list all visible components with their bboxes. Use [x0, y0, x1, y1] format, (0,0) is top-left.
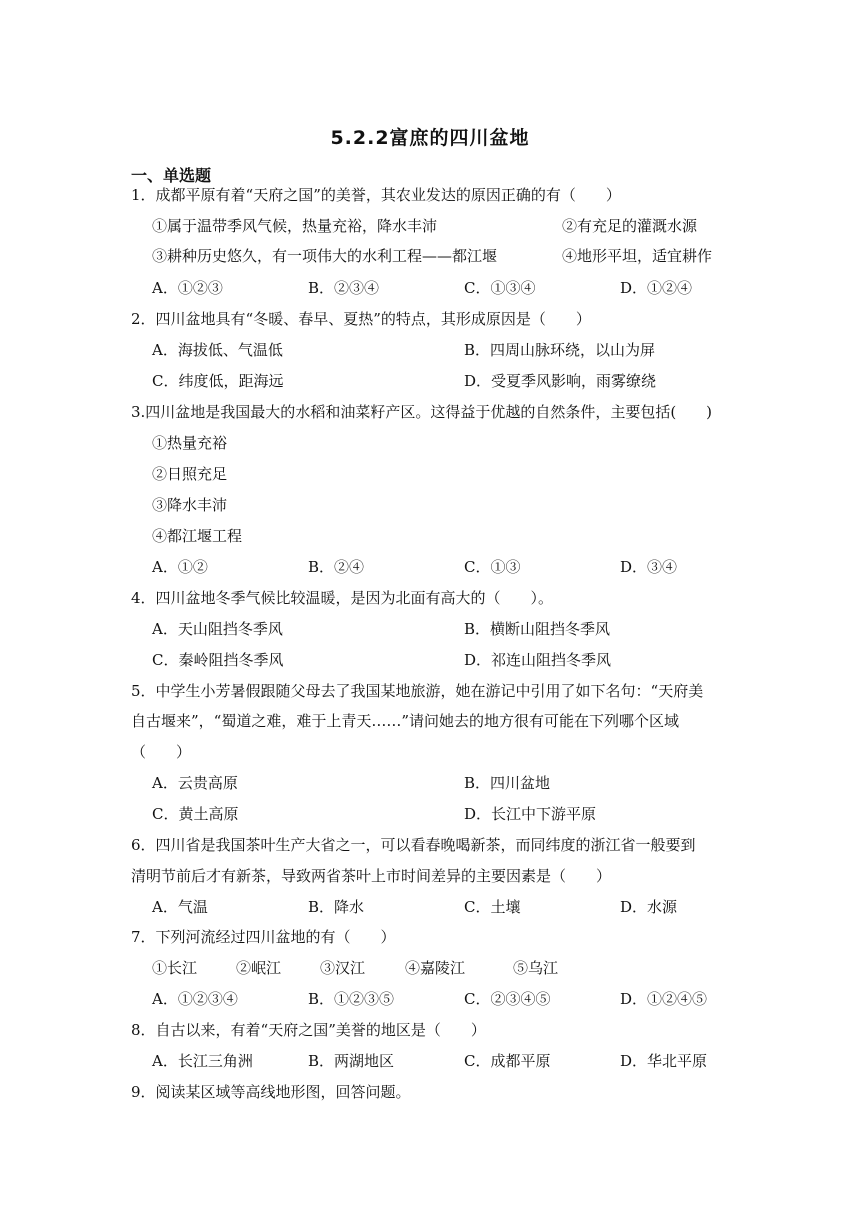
question-3-statement-3: ③降水丰沛 [152, 496, 228, 514]
question-6-stem-line-2: 清明节前后才有新茶，导致两省茶叶上市时间差异的主要因素是（ ） [131, 867, 612, 885]
question-1-option-a[interactable]: A．①②③ [152, 279, 223, 297]
question-6-option-c[interactable]: C．土壤 [464, 898, 521, 916]
question-8-option-d[interactable]: D．华北平原 [620, 1052, 708, 1070]
question-3-stem: 3.四川盆地是我国最大的水稻和油菜籽产区。这得益于优越的自然条件，主要包括( ) [131, 403, 713, 421]
question-6-option-a[interactable]: A．气温 [152, 898, 208, 916]
question-7-option-d[interactable]: D．①②④⑤ [620, 990, 708, 1008]
question-6-option-d[interactable]: D．水源 [620, 898, 678, 916]
question-1-stem: 1．成都平原有着“天府之国”的美誉，其农业发达的原因正确的有（ ） [131, 186, 621, 204]
question-4-option-c[interactable]: C．秦岭阻挡冬季风 [152, 651, 284, 669]
question-5-option-c[interactable]: C．黄土高原 [152, 805, 239, 823]
page-title: 5.2.2富庶的四川盆地 [330, 127, 530, 149]
question-9-stem: 9．阅读某区域等高线地形图，回答问题。 [131, 1083, 411, 1101]
question-4-option-a[interactable]: A．天山阻挡冬季风 [152, 620, 283, 638]
question-6-stem-line-1: 6．四川省是我国茶叶生产大省之一，可以看春晚喝新茶，而同纬度的浙江省一般要到 [131, 836, 696, 854]
question-7-stem: 7．下列河流经过四川盆地的有（ ） [131, 928, 396, 946]
question-4-stem: 4．四川盆地冬季气候比较温暖，是因为北面有高大的（ ）。 [131, 589, 554, 607]
question-2-option-d[interactable]: D．受夏季风影响，雨雾缭绕 [464, 372, 657, 390]
question-7-river-5: ⑤乌江 [513, 959, 559, 977]
question-7-river-3: ③汉江 [320, 959, 366, 977]
question-5-option-d[interactable]: D．长江中下游平原 [464, 805, 597, 823]
question-8-option-c[interactable]: C．成都平原 [464, 1052, 551, 1070]
question-7-river-2: ②岷江 [236, 959, 282, 977]
question-7-option-b[interactable]: B．①②③⑤ [308, 990, 395, 1008]
question-8-stem: 8．自古以来，有着“天府之国”美誉的地区是（ ） [131, 1021, 486, 1039]
question-4-option-d[interactable]: D．祁连山阻挡冬季风 [464, 651, 612, 669]
question-2-option-c[interactable]: C．纬度低，距海远 [152, 372, 284, 390]
question-7-river-1: ①长江 [152, 959, 198, 977]
question-5-option-b[interactable]: B．四川盆地 [464, 774, 551, 792]
question-5-option-a[interactable]: A．云贵高原 [152, 774, 238, 792]
question-7-option-c[interactable]: C．②③④⑤ [464, 990, 551, 1008]
question-3-option-c[interactable]: C．①③ [464, 558, 521, 576]
question-2-option-a[interactable]: A．海拔低、气温低 [152, 341, 283, 359]
question-1-statement-2: ②有充足的灌溉水源 [562, 217, 698, 235]
question-3-statement-2: ②日照充足 [152, 465, 228, 483]
question-1-option-b[interactable]: B．②③④ [308, 279, 380, 297]
question-7-option-a[interactable]: A．①②③④ [152, 990, 238, 1008]
question-3-statement-1: ①热量充裕 [152, 434, 228, 452]
question-7-river-4: ④嘉陵江 [405, 959, 466, 977]
question-3-statement-4: ④都江堰工程 [152, 527, 243, 545]
question-8-option-b[interactable]: B．两湖地区 [308, 1052, 395, 1070]
question-8-option-a[interactable]: A．长江三角洲 [152, 1052, 253, 1070]
question-1-option-d[interactable]: D．①②④ [620, 279, 693, 297]
question-4-option-b[interactable]: B．横断山阻挡冬季风 [464, 620, 611, 638]
question-5-stem-line-2: 自古堰来”，“蜀道之难，难于上青天……”请问她去的地方很有可能在下列哪个区域 [131, 712, 680, 730]
question-6-option-b[interactable]: B．降水 [308, 898, 365, 916]
question-5-stem-line-1: 5．中学生小芳暑假跟随父母去了我国某地旅游，她在游记中引用了如下名句：“天府美 [131, 682, 704, 700]
question-1-option-c[interactable]: C．①③④ [464, 279, 536, 297]
question-3-option-b[interactable]: B．②④ [308, 558, 365, 576]
question-2-stem: 2．四川盆地具有“冬暖、春早、夏热”的特点，其形成原因是（ ） [131, 310, 591, 328]
question-3-option-a[interactable]: A．①② [152, 558, 208, 576]
question-3-option-d[interactable]: D．③④ [620, 558, 678, 576]
question-5-stem-line-3: （ ） [131, 743, 192, 761]
section-heading: 一、单选题 [131, 166, 212, 185]
question-2-option-b[interactable]: B．四周山脉环绕，以山为屏 [464, 341, 656, 359]
question-1-statement-4: ④地形平坦，适宜耕作 [562, 247, 713, 265]
question-1-statement-1: ①属于温带季风气候，热量充裕，降水丰沛 [152, 217, 438, 235]
question-1-statement-3: ③耕种历史悠久，有一项伟大的水利工程——都江堰 [152, 247, 498, 265]
